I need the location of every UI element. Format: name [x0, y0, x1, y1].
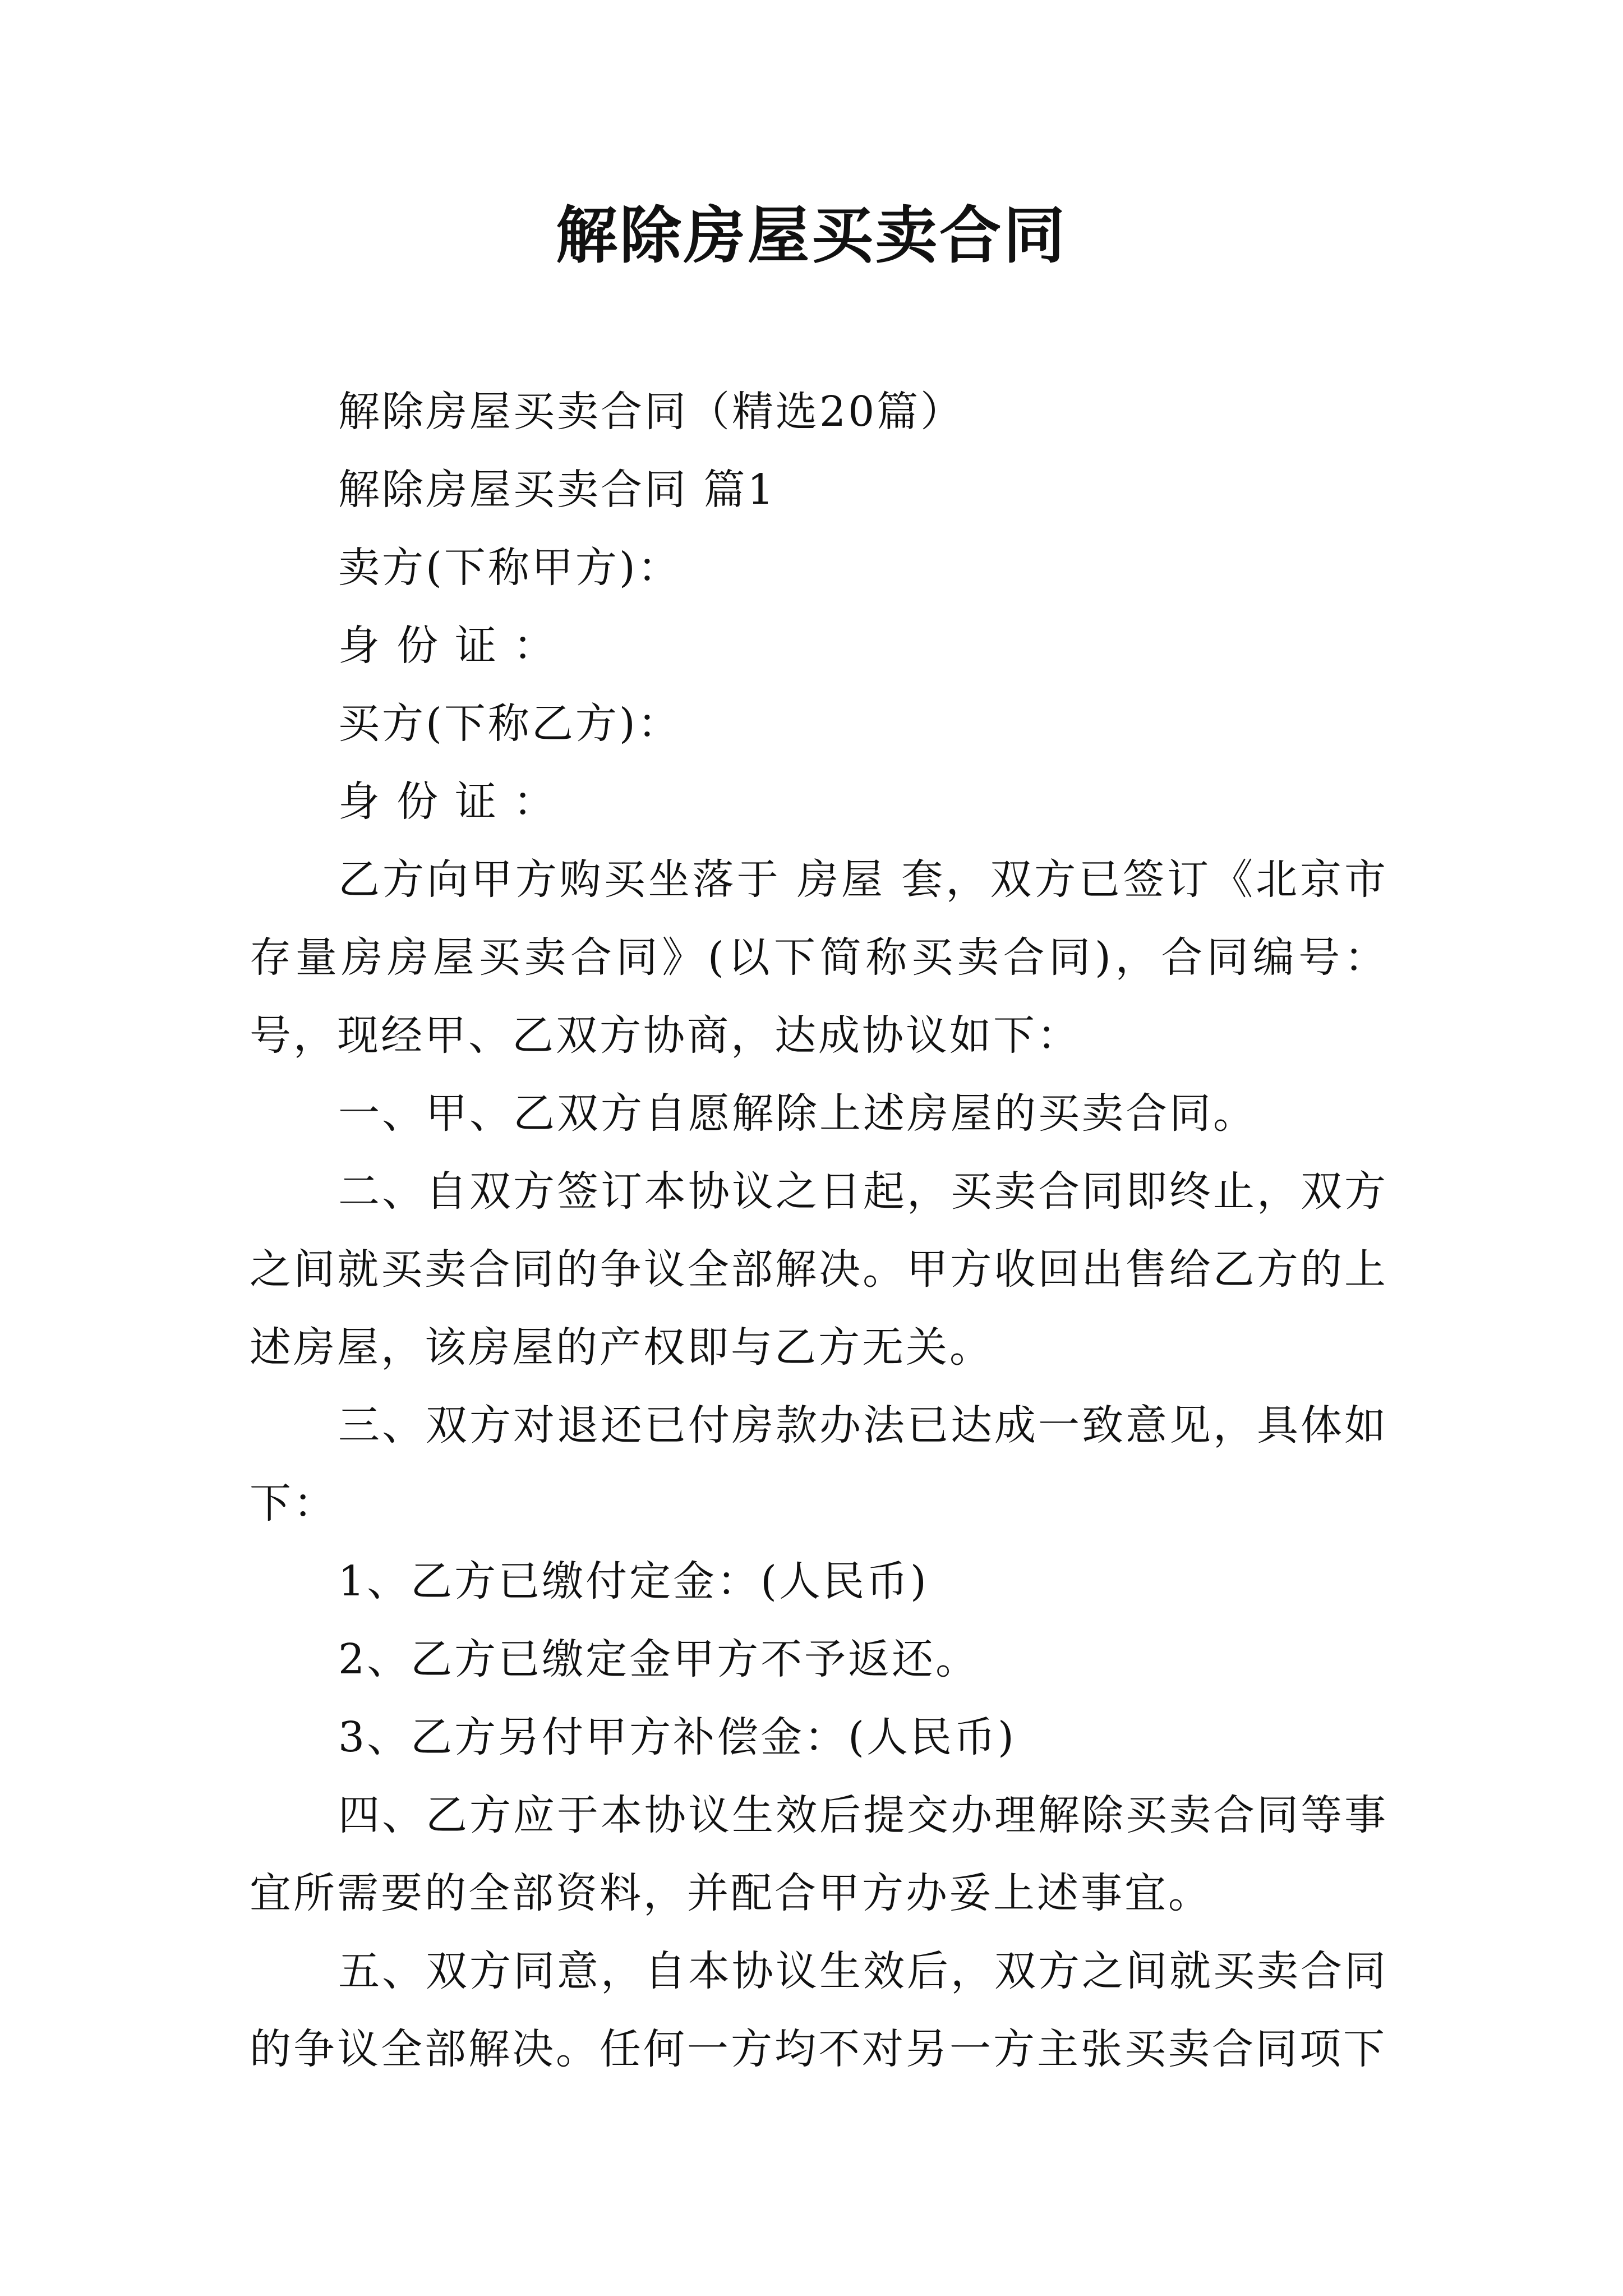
paragraph-section-heading: 解除房屋买卖合同 篇1: [338, 466, 776, 514]
paragraph-subtitle: 解除房屋买卖合同（精选20篇）: [338, 388, 965, 436]
paragraph-item-3: 3、乙方另付甲方补偿金：(人民币): [338, 1713, 1016, 1761]
paragraph-clause-5: 五、双方同意，自本协议生效后，双方之间就买卖合同的争议全部解决。任何一方均不对另一方主张买卖合同项下: [250, 1947, 1388, 2073]
document-body: [250, 373, 1388, 2088]
paragraph-item-2: 2、乙方已缴定金甲方不予返还。: [338, 1635, 980, 1683]
paragraph-preamble: 乙方向甲方购买坐落于 房屋 套，双方已签订《北京市存量房房屋买卖合同》(以下简称买卖合同)，合同编号：号，现经甲、乙双方协商，达成协议如下：: [250, 855, 1388, 1060]
document-title: 解除房屋买卖合同: [556, 199, 1067, 272]
paragraph-buyer: 买方(下称乙方)：: [338, 700, 681, 748]
paragraph-seller-id: 身份证：: [338, 622, 571, 670]
paragraph-item-1: 1、乙方已缴付定金：(人民币): [338, 1557, 929, 1605]
paragraph-clause-3: 三、双方对退还已付房款办法已达成一致意见，具体如下：: [250, 1401, 1388, 1527]
paragraph-seller: 卖方(下称甲方)：: [338, 544, 681, 592]
paragraph-clause-2: 二、自双方签订本协议之日起，买卖合同即终止，双方之间就买卖合同的争议全部解决。甲方收回出售给乙方的上述房屋，该房屋的产权即与乙方无关。: [250, 1167, 1388, 1372]
paragraph-clause-1: 一、甲、乙双方自愿解除上述房屋的买卖合同。: [338, 1089, 1257, 1138]
paragraph-clause-4: 四、乙方应于本协议生效后提交办理解除买卖合同等事宜所需要的全部资料，并配合甲方办妥上述事宜。: [250, 1791, 1388, 1917]
paragraph-buyer-id: 身份证：: [338, 777, 571, 826]
